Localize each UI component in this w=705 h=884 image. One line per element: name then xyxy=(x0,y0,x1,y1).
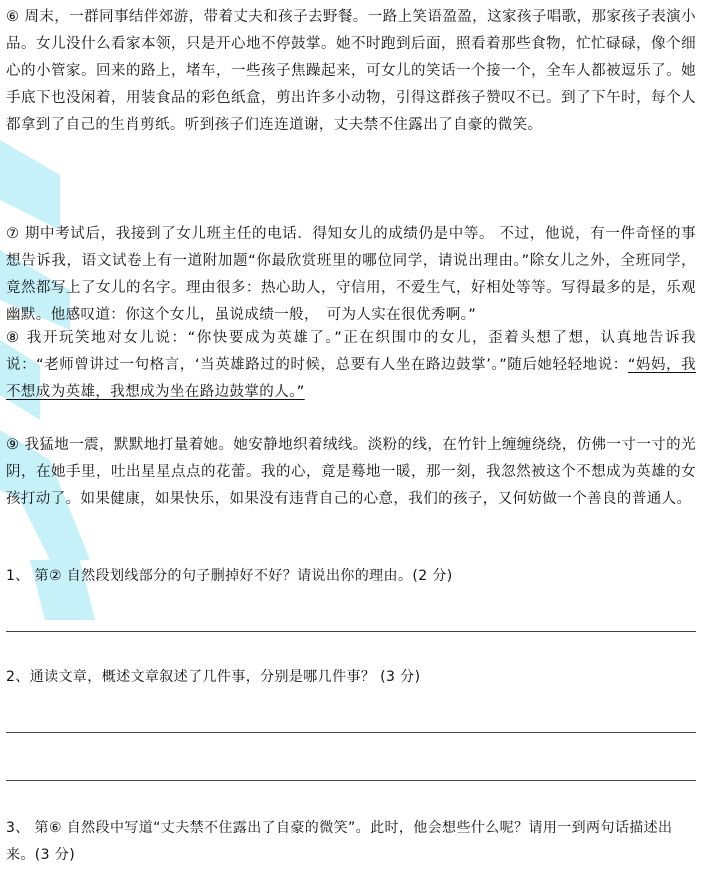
answer-line-2a[interactable] xyxy=(6,732,696,733)
paragraph-8 xyxy=(6,325,696,406)
paragraph-8-text: ⑧ 我开玩笑地对女儿说：“你快要成为英雄了。”正在织围巾的女儿，歪着头想了想，认真地告诉我说：“老师曾讲过一句格言，‘当英雄路过的时候，总要有人坐在路边鼓掌’。”随后她轻轻地说： xyxy=(6,330,696,373)
underlined-sentence: “妈妈，我不想成为英雄，我想成为坐在路边鼓掌的人。” xyxy=(6,357,696,400)
paragraph-6: ⑥ 周末，一群同事结伴郊游，带着丈夫和孩子去野餐。一路上笑语盈盈，这家孩子唱歌，那家孩子表演小品。女儿没什么看家本领，只是开心地不停鼓掌。她不时跑到后面，照看着那些食物，忙忙碌碌，像个细心的小管家。回来的路上，堵车，一些孩子焦躁起来，可女儿的笑话一个接一个，全车人都被逗乐了。她手底下也没闲着，用装食品的彩色纸盒，剪出许多小动物，引得这群孩子赞叹不已。到了下午时，每个人都拿到了自己的生肖剪纸。听到孩子们连连道谢，丈夫禁不住露出了自豪的微笑。 xyxy=(6,9,696,133)
answer-line-2b[interactable] xyxy=(6,780,696,781)
question-3: 3、 第⑥ 自然段中写道“丈夫禁不住露出了自豪的微笑”。此时，他会想些什么呢？请用一到两句话描述出来。(3 分) xyxy=(6,820,673,863)
question-1: 1、 第② 自然段划线部分的句子删掉好不好？请说出你的理由。(2 分) xyxy=(6,568,453,584)
question-2: 2、通读文章，概述文章叙述了几件事，分别是哪几件事？ (3 分) xyxy=(6,669,421,685)
paragraph-7: ⑦ 期中考试后，我接到了女儿班主任的电话．得知女儿的成绩仍是中等。 不过，他说，有一件奇怪的事想告诉我，语文试卷上有一道附加题“你最欣赏班里的哪位同学，请说出理由。”除女儿之外，全班同学，竟然都写上了女儿的名字。理由很多：热心助人，守信用，不爱生气，好相处等等。写得最多的是，乐观幽默。他感叹道：你这个女儿，虽说成绩一般， 可为人实在很优秀啊。” xyxy=(6,226,696,323)
paragraph-9: ⑨ 我猛地一震，默默地打量着她。她安静地织着绒线。淡粉的线，在竹针上缠缠绕绕，仿佛一寸一寸的光阴，在她手里，吐出星星点点的花蕾。我的心，竟是蓦地一暖，那一刻，我忽然被这个不想成为英雄的女孩打动了。如果健康，如果快乐，如果没有违背自己的心意，我们的孩子，又何妨做一个善良的普通人。 xyxy=(6,437,696,507)
answer-line-1[interactable] xyxy=(6,631,696,632)
